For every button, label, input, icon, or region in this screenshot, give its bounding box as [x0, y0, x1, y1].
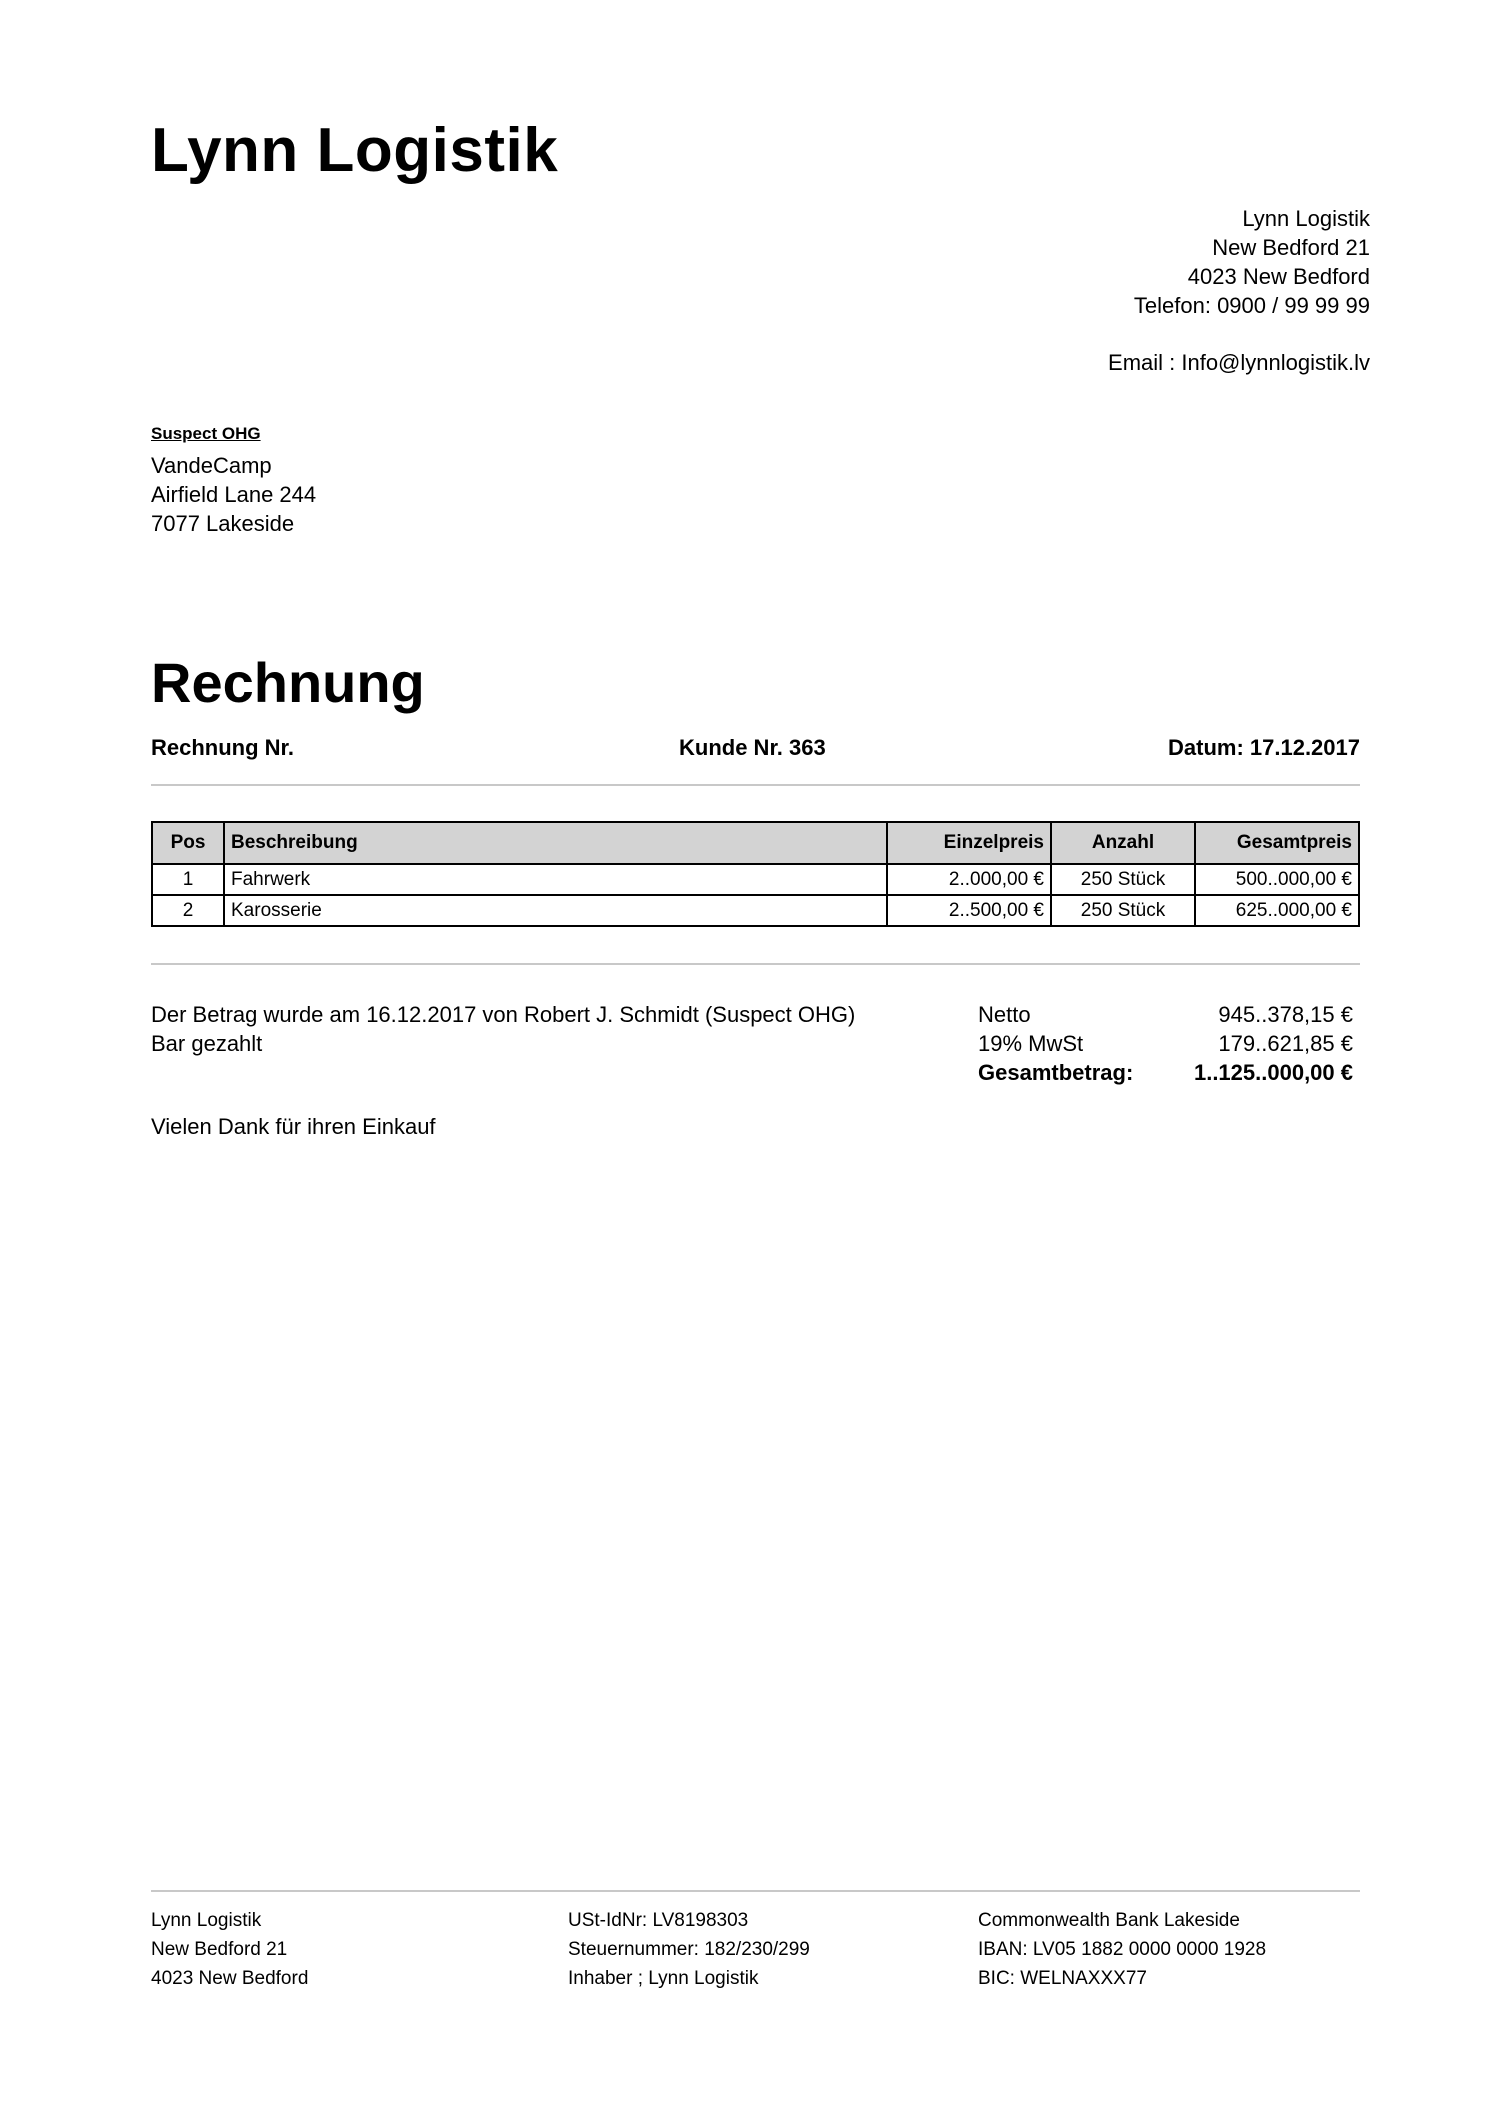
header-unit-price: Einzelpreis: [887, 822, 1051, 864]
return-address-line: Suspect OHG: [151, 424, 261, 443]
thank-you-note: Vielen Dank für ihren Einkauf: [151, 1114, 436, 1139]
header-quantity: Anzahl: [1051, 822, 1195, 864]
footer-line: IBAN: LV05 1882 0000 0000 1928: [978, 1939, 1267, 1960]
grand-total-value: 1..125..000,00 €: [1193, 1060, 1353, 1085]
invoice-meta: [151, 735, 1360, 765]
sender-city: 4023 New Bedford: [1187, 264, 1370, 289]
items-table: [151, 821, 1360, 927]
sender-email: Email : Info@lynnlogistik.lv: [1108, 350, 1370, 375]
netto-value: 945..378,15 €: [1218, 1002, 1353, 1027]
cell-quantity: 250 Stück: [1051, 895, 1195, 926]
footer-line: Lynn Logistik: [151, 1910, 262, 1931]
cell-unit-price: 2..500,00 €: [887, 895, 1051, 926]
recipient-street: Airfield Lane 244: [151, 482, 317, 507]
cell-pos: 2: [152, 895, 224, 926]
sender-phone: Telefon: 0900 / 99 99 99: [1133, 293, 1370, 318]
footer-line: Inhaber ; Lynn Logistik: [568, 1968, 759, 1989]
footer-line: Commonwealth Bank Lakeside: [978, 1910, 1240, 1931]
sender-street: New Bedford 21: [1212, 235, 1370, 260]
table-row: [152, 864, 1359, 895]
cell-unit-price: 2..000,00 €: [887, 864, 1051, 895]
payment-method: Bar gezahlt: [151, 1031, 263, 1056]
netto-row: [978, 1000, 1353, 1029]
sender-address: [1108, 204, 1370, 377]
cell-total-price: 500..000,00 €: [1195, 864, 1359, 895]
recipient-address: [151, 451, 316, 538]
table-header-row: [152, 822, 1359, 864]
footer-line: BIC: WELNAXXX77: [978, 1968, 1147, 1989]
tax-label: 19% MwSt: [978, 1031, 1084, 1056]
header-pos: Pos: [152, 822, 224, 864]
footer-line: USt-IdNr: LV8198303: [568, 1910, 749, 1931]
header-description: Beschreibung: [224, 822, 887, 864]
tax-row: [978, 1029, 1353, 1058]
grand-total-row: [978, 1058, 1353, 1087]
invoice-date: Datum: 17.12.2017: [1168, 735, 1360, 760]
recipient-name: VandeCamp: [151, 453, 272, 478]
divider: [151, 963, 1360, 965]
grand-total-label: Gesamtbetrag:: [978, 1060, 1134, 1085]
document-title: Rechnung: [151, 651, 425, 714]
customer-number: Kunde Nr. 363: [679, 735, 826, 760]
invoice-number: Rechnung Nr.: [151, 735, 295, 760]
payment-line: Der Betrag wurde am 16.12.2017 von Robert J. Schmidt (Suspect OHG): [151, 1002, 856, 1027]
header-total-price: Gesamtpreis: [1195, 822, 1359, 864]
footer-tax-info: [568, 1906, 810, 1993]
footer-divider: [151, 1890, 1360, 1892]
footer-line: 4023 New Bedford: [151, 1968, 309, 1989]
cell-description: Fahrwerk: [224, 864, 887, 895]
table-row: [152, 895, 1359, 926]
totals-block: [978, 1000, 1353, 1087]
footer-bank: [978, 1906, 1266, 1993]
footer-line: Steuernummer: 182/230/299: [568, 1939, 810, 1960]
tax-value: 179..621,85 €: [1218, 1031, 1353, 1056]
cell-total-price: 625..000,00 €: [1195, 895, 1359, 926]
netto-label: Netto: [978, 1002, 1031, 1027]
divider: [151, 784, 1360, 786]
cell-description: Karosserie: [224, 895, 887, 926]
recipient-city: 7077 Lakeside: [151, 511, 295, 536]
footer-company: [151, 1906, 308, 1993]
payment-note: [151, 1000, 855, 1058]
cell-quantity: 250 Stück: [1051, 864, 1195, 895]
company-title: Lynn Logistik: [151, 116, 559, 185]
cell-pos: 1: [152, 864, 224, 895]
footer-line: New Bedford 21: [151, 1939, 288, 1960]
sender-name: Lynn Logistik: [1242, 206, 1370, 231]
